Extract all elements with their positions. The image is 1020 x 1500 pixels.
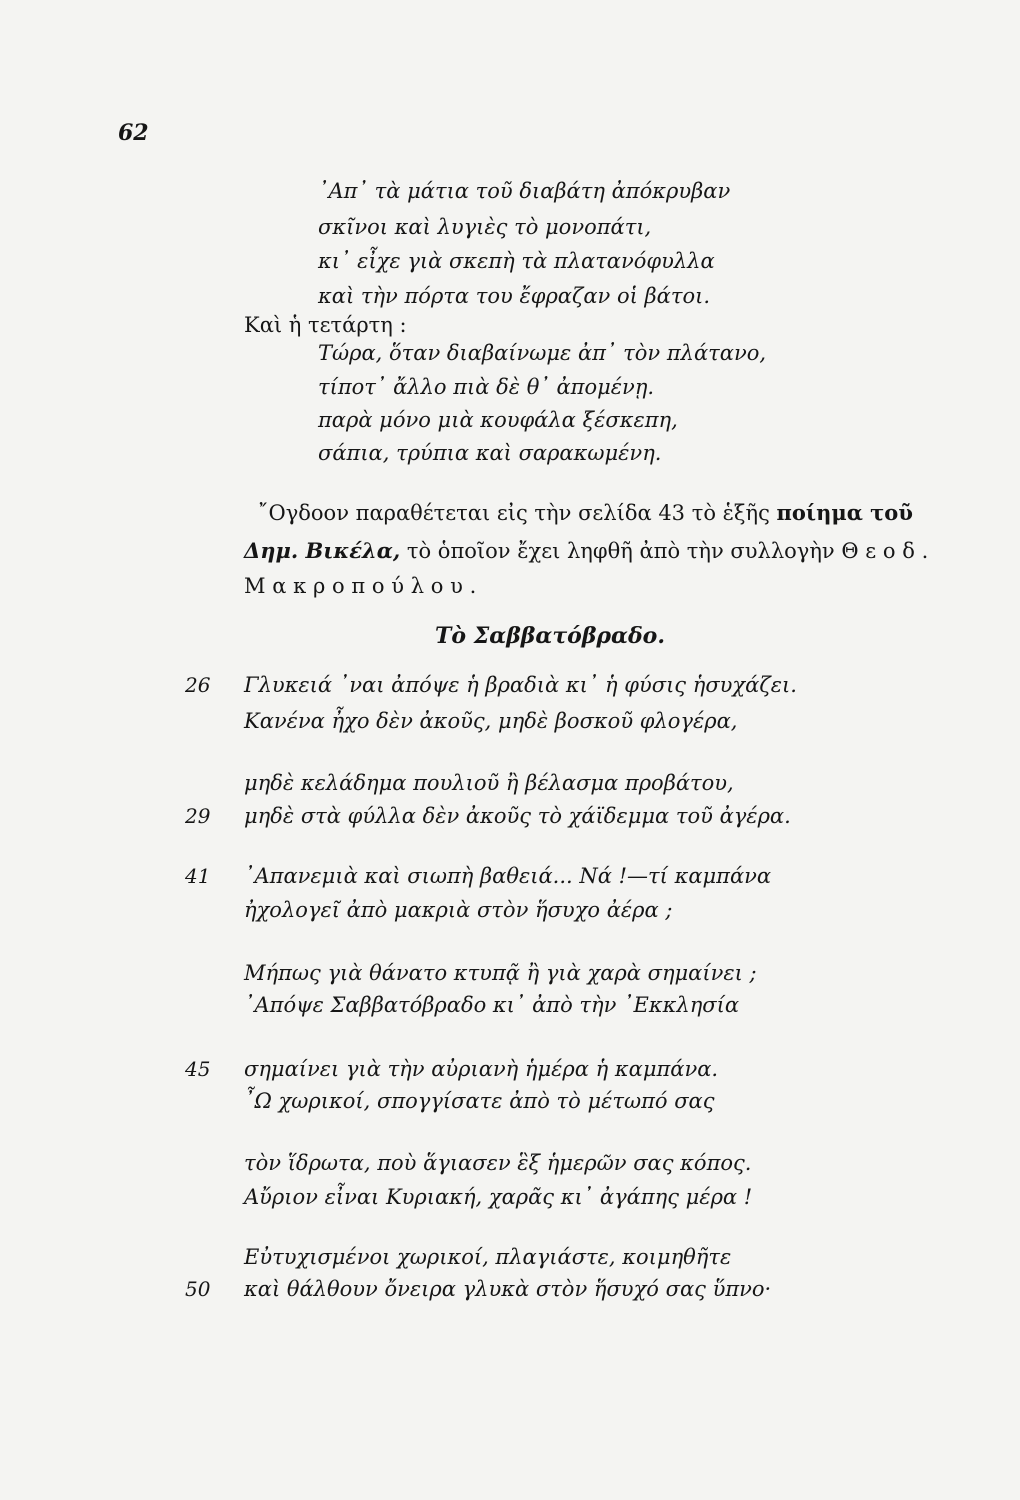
line-number: 45 [185, 1057, 211, 1081]
poem-line: Εὐτυχισμένοι χωρικοί, πλαγιάστε, κοιμηθῆτε [244, 1245, 732, 1269]
poem-line: Αὔριον εἶναι Κυριακή, χαρᾶς κι᾿ ἀγάπης μέρα ! [244, 1185, 753, 1209]
stanza-line: Τώρα, ὅταν διαβαίνωμε ἀπ᾿ τὸν πλάτανο, [318, 341, 767, 365]
prose-text: ῎Ογδοον παραθέτεται εἰς τὴν σελίδα 43 τὸ ἑξῆς [258, 501, 770, 525]
author-name: Δημ. Βικέλα, [244, 538, 401, 563]
poem-title: Τὸ Σαββατόβραδο. [435, 623, 665, 649]
prose-line [244, 538, 935, 564]
line-number: 41 [185, 864, 211, 888]
stanza-line: κι᾿ εἶχε γιὰ σκεπὴ τὰ πλατανόφυλλα [318, 249, 715, 273]
poem-line: μηδὲ στὰ φύλλα δὲν ἀκοῦς τὸ χάϊδεμμα τοῦ ἀγέρα. [244, 804, 791, 828]
poem-line: Μήπως γιὰ θάνατο κτυπᾷ ἢ γιὰ χαρὰ σημαίνει ; [244, 961, 757, 985]
poem-line: τὸν ἵδρωτα, ποὺ ἅγιασεν ἓξ ἡμερῶν σας κόπος. [244, 1151, 752, 1175]
page-number: 62 [118, 120, 149, 146]
prose-text: τὸ ὁποῖον ἔχει ληφθῆ ἀπὸ τὴν συλλογὴν [406, 539, 835, 563]
line-number: 50 [185, 1277, 211, 1301]
editor-name: Θεοδ. [841, 539, 936, 563]
poem-line: Κανένα ἦχο δὲν ἀκοῦς, μηδὲ βοσκοῦ φλογέρα, [244, 709, 738, 733]
stanza-line: παρὰ μόνο μιὰ κουφάλα ξέσκεπη, [318, 408, 678, 432]
poem-line: καὶ θάλθουν ὄνειρα γλυκὰ στὸν ἥσυχό σας ὕπνο· [244, 1277, 772, 1301]
poem-line: ᾿Απόψε Σαββατόβραδο κι᾿ ἀπὸ τὴν ᾿Εκκλησία [244, 993, 740, 1017]
poem-line: ᾿Απανεμιὰ καὶ σιωπὴ βαθειά... Νά !—τί καμπάνα [244, 864, 772, 888]
stanza-line: τίποτ᾿ ἄλλο πιὰ δὲ θ᾿ ἀπομένῃ. [318, 375, 655, 399]
poem-line: Γλυκειά ᾿ναι ἀπόψε ἡ βραδιὰ κι᾿ ἡ φύσις ἡσυχάζει. [244, 673, 797, 697]
stanza-line: καὶ τὴν πόρτα του ἔφραζαν οἱ βάτοι. [318, 284, 711, 308]
poem-line: σημαίνει γιὰ τὴν αὐριανὴ ἡμέρα ἡ καμπάνα. [244, 1057, 719, 1081]
prose-line [258, 500, 913, 526]
fourth-stanza-intro: Καὶ ἡ τετάρτη : [244, 313, 407, 337]
line-number: 29 [185, 804, 211, 828]
line-number: 26 [185, 673, 211, 697]
poem-line: ἠχολογεῖ ἀπὸ μακριὰ στὸν ἥσυχο ἀέρα ; [244, 898, 673, 922]
prose-line: Μακροπούλου. [244, 574, 484, 598]
stanza-line: σάπια, τρύπια καὶ σαρακωμένη. [318, 441, 662, 465]
stanza-line: ᾿Απ᾿ τὰ μάτια τοῦ διαβάτη ἀπόκρυβαν [318, 179, 731, 203]
poem-line: ῏Ω χωρικοί, σπογγίσατε ἀπὸ τὸ μέτωπό σας [244, 1089, 715, 1113]
stanza-line: σκῖνοι καὶ λυγιὲς τὸ μονοπάτι, [318, 215, 652, 239]
prose-bold: ποίημα τοῦ [776, 500, 913, 525]
poem-line: μηδὲ κελάδημα πουλιοῦ ἢ βέλασμα προβάτου, [244, 771, 734, 795]
